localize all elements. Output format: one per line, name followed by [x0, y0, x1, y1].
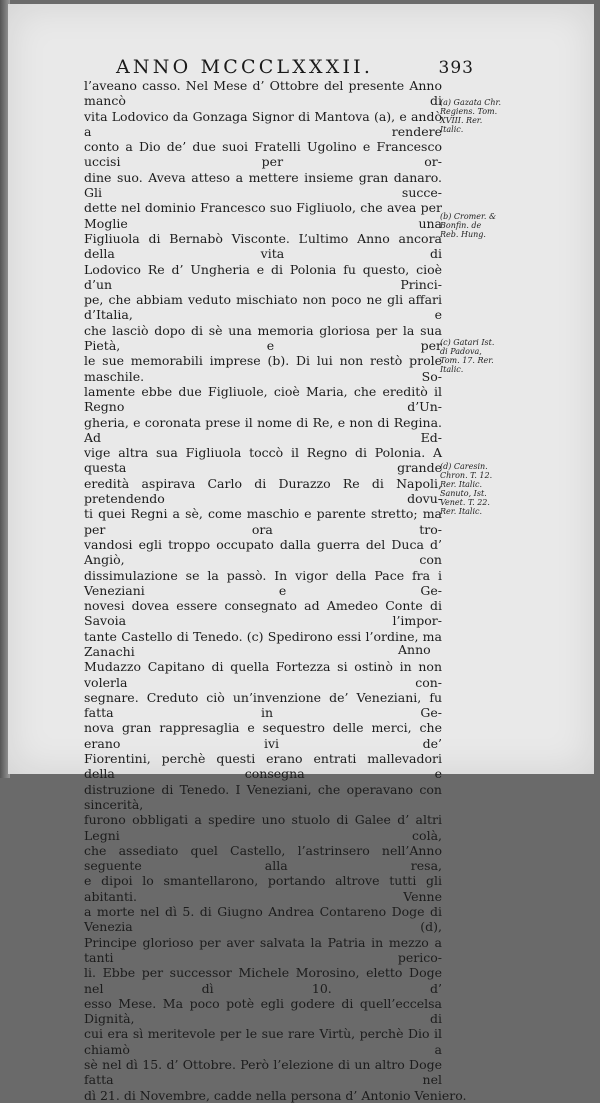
text-line: Figliuola di Bernabò Visconte. L’ultimo Anno ancora della vita di [84, 230, 442, 262]
text-line: che assediato quel Castello, l’astrinsero nell’Anno seguente alla resa, [84, 842, 442, 874]
text-line: li. Ebbe per successor Michele Morosino, eletto Doge nel dì 10. d’ [84, 965, 442, 996]
text-line: che lasciò dopo di sè una memoria gloriosa per la sua Pietà, e per [84, 322, 442, 354]
text-line: esso Mese. Ma poco potè egli godere di quell’eccelsa Dignità, di [84, 995, 442, 1027]
text-line: vandosi egli troppo occupato dalla guerra del Duca d’ Angiò, con [84, 536, 442, 568]
text-line: distruzione di Tenedo. I Veneziani, che operavano con sincerità, [84, 781, 442, 812]
text-line: novesi dovea essere consegnato ad Amedeo Conte di Savoia l’impor- [84, 598, 442, 629]
text-line: vita Lodovico da Gonzaga Signor di Mantova (a), e andò a rendere [84, 108, 442, 139]
text-line: Mudazzo Capitano di quella Fortezza si ostinò in non volerla con- [84, 659, 442, 690]
text-line: nova gran rappresaglia e sequestro delle merci, che erano ivi de’ [84, 720, 442, 751]
text-line: lamente ebbe due Figliuole, cioè Maria, che ereditò il Regno d’Un- [84, 383, 442, 415]
text-line: ti quei Regni a sè, come maschio e parente stretto; ma per ora tro- [84, 506, 442, 537]
text-line: segnare. Credutо ciò un’invenzione de’ Veneziani, fu fatta in Ge- [84, 689, 442, 721]
text-line: Principe glorioso per aver salvata la Patria in mezzo a tanti perico- [84, 934, 442, 965]
text-line: conto a Dio de’ due suoi Fratelli Ugolino e Francesco uccisi per or- [84, 139, 442, 170]
running-title: ANNO MCCCLXXXII. [116, 56, 374, 78]
text-line: furono obbligati a spedire uno stuolo di Galee d’ altri Legni colà, [84, 812, 442, 843]
catchword: Anno [398, 642, 431, 657]
text-line: Fiorentini, perchè questi erano entrati mallevadori della consegna e [84, 751, 442, 782]
margin-note-d: (d) Caresin. Chron. T. 12. Rer. Italic. Sanuto, Ist. Venet. T. 22. Rer. Italic. [440, 462, 493, 516]
page-number: 393 [438, 58, 474, 78]
text-line: pe, che abbiam veduto mischiato non poco ne gli affari d’Italia, e [84, 292, 442, 323]
text-line: gheria, e coronata prese il nome di Re, e non di Regina. Ad Ed- [84, 414, 442, 445]
text-line: tante Castello di Tenedo. (c) Spedirono essi l’ordine, ma Zanachi [84, 628, 442, 659]
margin-note-b: (b) Cromer. & Bonfin. de Reb. Hung. [440, 212, 497, 239]
text-line: vige altra sua Figliuola toccò il Regno di Polonia. A questa grande [84, 445, 442, 476]
margin-note-a: (a) Gazata Chr. Regiens. Tom. XVIII. Rer. Italic. [440, 98, 501, 134]
text-line: dette nel dominio Francesco suo Figliuolo, che avea per Moglie una [84, 200, 442, 231]
text-line: Lodovico Re d’ Ungheria e di Polonia fu questo, cioè d’un Princi- [84, 261, 442, 292]
text-line: a morte nel dì 5. di Giugno Andrea Contareno Doge di Venezia (d), [84, 904, 442, 935]
text-line: eredità aspirava Carlo di Durazzo Re di Napoli, pretendendo dovu- [84, 475, 442, 507]
text-line: sè nel dì 15. d’ Ottobre. Però l’elezione di un altro Doge fatta nel [84, 1057, 442, 1088]
text-line: l’aveano casso. Nel Mese d’ Ottobre del presente Anno mancò di [84, 78, 442, 109]
text-line: dissimulazione se la passò. In vigor della Pace fra i Veneziani e Ge- [84, 567, 442, 598]
text-line: cui era sì meritevole per le sue rare Virtù, perchè Dio il chiamò a [84, 1026, 442, 1057]
text-line: le sue memorabili imprese (b). Di lui non restò prole maschile. So- [84, 353, 442, 384]
text-line: e dipoi lo smantellarono, portando altrove tutti gli abitanti. Venne [84, 873, 442, 904]
margin-note-c: (c) Gatari Ist. di Padova, Tom. 17. Rer. Italic. [440, 338, 495, 374]
page-header [116, 56, 474, 78]
text-line-last: dì 21. di Novembre, cadde nella persona d’ Antonio Veniero. [84, 1087, 467, 1103]
text-line: dine suo. Aveva atteso a mettere insieme gran danaro. Gli succe- [84, 169, 442, 201]
